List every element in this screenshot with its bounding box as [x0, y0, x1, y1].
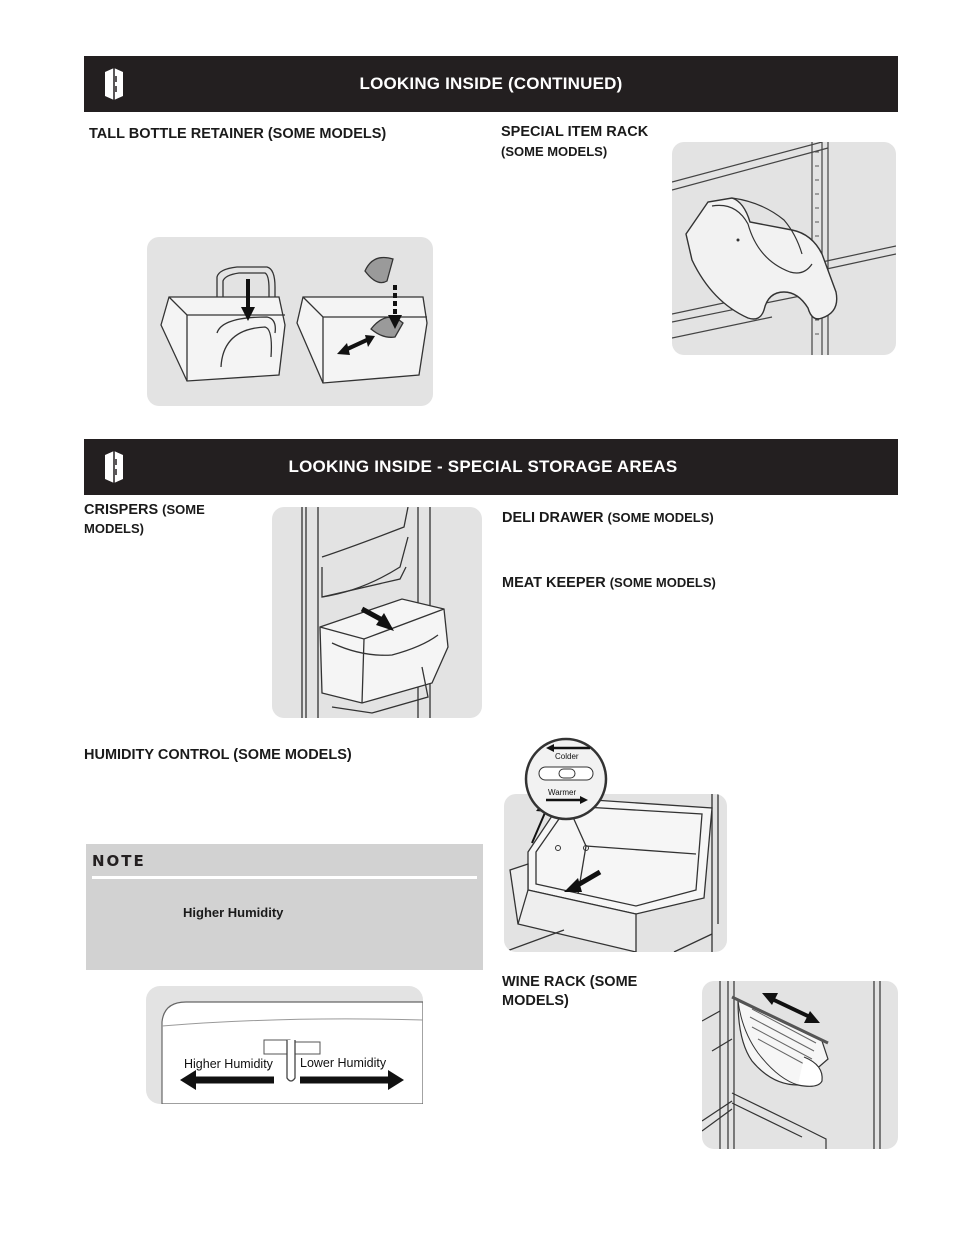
- crispers-title: CRISPERS: [84, 502, 159, 518]
- tall-bottle-retainer-heading: TALL BOTTLE RETAINER (SOME MODELS): [89, 126, 387, 142]
- banner-title: LOOKING INSIDE (CONTINUED): [359, 74, 623, 93]
- banner-title: LOOKING INSIDE - SPECIAL STORAGE AREAS: [288, 457, 678, 476]
- crispers-models-note-cont: MODELS): [84, 521, 144, 536]
- special-item-rack-subheading: (SOME MODELS): [501, 144, 608, 159]
- deli-drawer-title: DELI DRAWER: [502, 510, 604, 526]
- humidity-control-figure: [146, 986, 423, 1104]
- wine-rack-heading-cont: MODELS): [502, 993, 569, 1009]
- lower-humidity-label: Lower Humidity: [300, 1056, 387, 1070]
- humidity-control-heading: HUMIDITY CONTROL (SOME MODELS): [84, 747, 352, 763]
- meat-keeper-heading: [502, 573, 716, 593]
- section-banner-continued: [84, 56, 898, 112]
- humidity-slider-illustration: [146, 986, 423, 1104]
- crisper-drawer-illustration: [272, 507, 482, 718]
- special-rack-illustration: [672, 142, 896, 355]
- note-label: NOTE: [92, 852, 146, 870]
- crispers-heading: [84, 500, 205, 520]
- note-text: Higher Humidity: [183, 905, 284, 920]
- tall-bottle-retainer-figure: [147, 237, 433, 406]
- wine-rack-illustration: [702, 981, 898, 1149]
- section-banner-special-storage: [84, 439, 898, 495]
- special-item-rack-heading: SPECIAL ITEM RACK: [501, 124, 649, 140]
- wine-rack-heading: WINE RACK (SOME: [502, 974, 638, 990]
- higher-humidity-label: Higher Humidity: [184, 1057, 273, 1071]
- deli-drawer-models-note: (SOME MODELS): [607, 510, 714, 525]
- door-bin-illustration: [147, 237, 433, 406]
- warmer-label: Warmer: [548, 788, 577, 797]
- temperature-control-callout: [520, 733, 610, 845]
- crispers-models-note: (SOME: [162, 502, 205, 517]
- note-box: [86, 844, 483, 970]
- special-item-rack-figure: [672, 142, 896, 355]
- meat-keeper-models-note: (SOME MODELS): [609, 575, 716, 590]
- colder-label: Colder: [555, 752, 579, 761]
- wine-rack-figure: [702, 981, 898, 1149]
- crispers-figure: [272, 507, 482, 718]
- note-divider: [92, 876, 477, 879]
- deli-drawer-heading: [502, 508, 714, 528]
- meat-keeper-title: MEAT KEEPER: [502, 575, 606, 591]
